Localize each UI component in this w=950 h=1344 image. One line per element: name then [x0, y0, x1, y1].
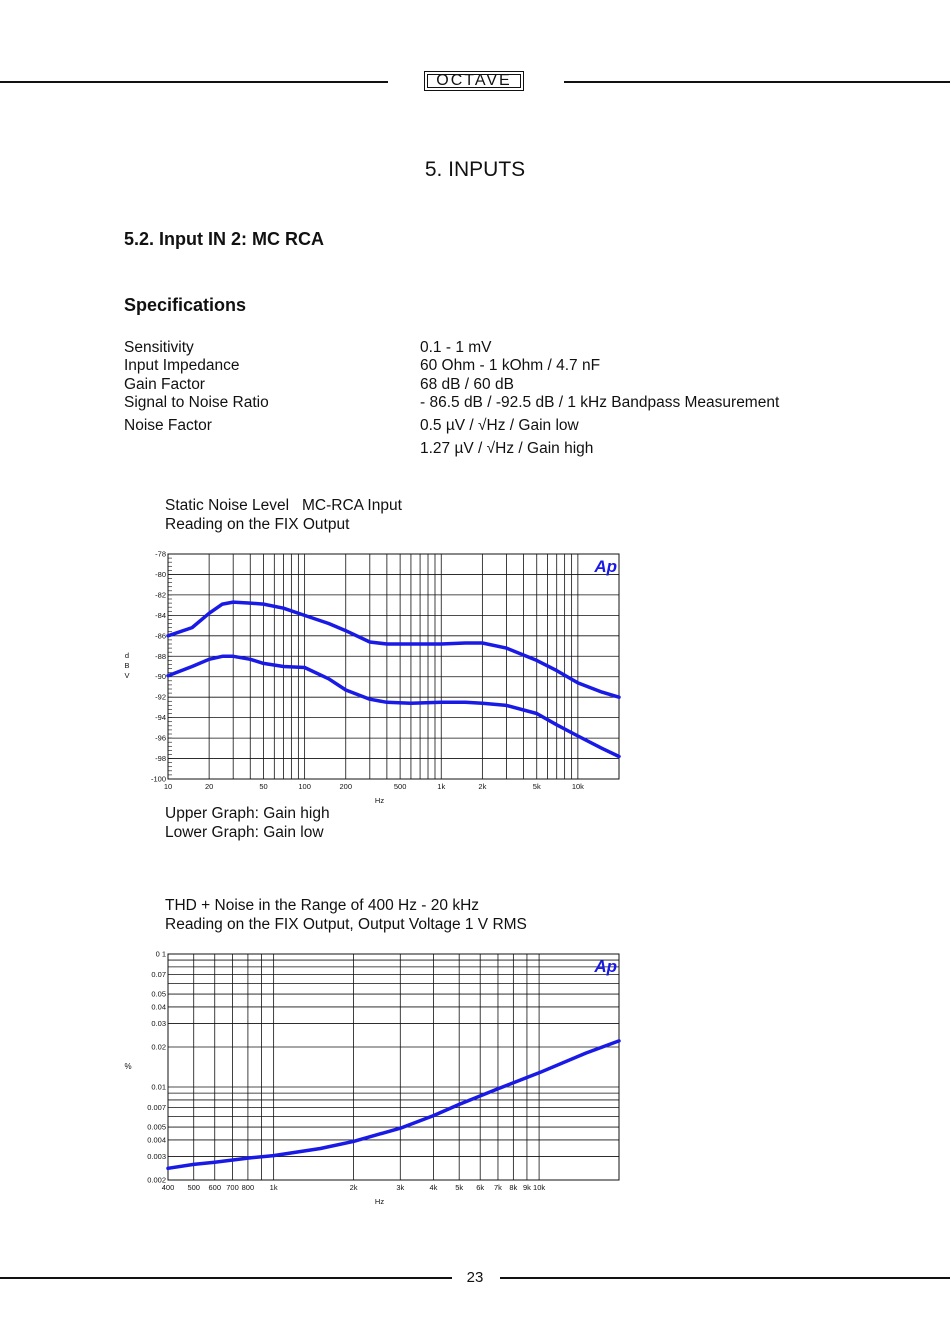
chart1-caption-line2: Reading on the FIX Output: [165, 516, 350, 533]
y-tick-label: 0.005: [147, 1122, 166, 1132]
y-axis-label: [124, 651, 129, 680]
y-tick-label: 0.07: [151, 970, 166, 980]
x-tick-label: 100: [298, 782, 311, 791]
series-line-1: [168, 1041, 619, 1168]
y-axis-label-char: V: [124, 671, 130, 680]
thd-noise-chart: [110, 946, 640, 1208]
x-axis-label: Hz: [374, 796, 385, 805]
chart1-footer-line2: Lower Graph: Gain low: [165, 824, 324, 841]
x-tick-label: 7k: [494, 1183, 502, 1192]
spec-value: 0.1 - 1 mV: [420, 339, 492, 356]
x-tick-label: 20: [204, 782, 214, 791]
y-tick-label: -78: [155, 549, 166, 559]
octave-logo: [424, 71, 524, 91]
x-tick-label: 500: [187, 1183, 200, 1192]
spec-value: 68 dB / 60 dB: [420, 376, 514, 393]
x-tick-label: 9k: [522, 1183, 531, 1192]
y-tick-label: 0.04: [151, 1002, 166, 1012]
y-tick-label: 0.002: [147, 1175, 166, 1185]
spec-label: Noise Factor: [124, 417, 212, 434]
y-axis-label-char: B: [124, 661, 130, 670]
page-title: 5. INPUTS: [424, 158, 526, 181]
y-tick-label: 0.003: [147, 1152, 166, 1162]
x-tick-label: 10k: [571, 782, 584, 791]
spec-value: 0.5 µV / √Hz / Gain low: [420, 417, 579, 434]
y-tick-label: -94: [155, 713, 166, 723]
x-tick-label: 200: [339, 782, 353, 791]
x-tick-label: 400: [161, 1183, 175, 1192]
logo-text: OCTAVE: [436, 72, 512, 89]
chart1-caption: [165, 496, 402, 534]
y-tick-label: -92: [155, 692, 166, 702]
y-tick-label: 0 1: [155, 949, 166, 959]
y-tick-label: 0.02: [151, 1042, 166, 1052]
x-tick-label: 500: [393, 782, 407, 791]
y-tick-label: -90: [155, 672, 166, 682]
x-tick-label: 50: [259, 782, 268, 791]
chart2-caption-line2: Reading on the FIX Output, Output Voltage 1 V RMS: [165, 916, 527, 933]
spec-label: Sensitivity: [124, 339, 194, 356]
spec-value: - 86.5 dB / -92.5 dB / 1 kHz Bandpass Measurement: [420, 394, 780, 411]
x-tick-label: 5k: [532, 782, 541, 791]
x-tick-label: 1k: [437, 782, 446, 791]
y-tick-label: -98: [155, 754, 166, 764]
x-tick-label: 800: [241, 1183, 255, 1192]
header-rule-left: [0, 81, 388, 83]
series-line-1: [168, 602, 619, 697]
spec-label: Signal to Noise Ratio: [124, 394, 269, 411]
footer-rule-right: [500, 1277, 950, 1279]
x-tick-label: 600: [208, 1183, 222, 1192]
ap-logo: Ap: [594, 957, 617, 976]
spec-value: 60 Ohm - 1 kOhm / 4.7 nF: [420, 357, 601, 374]
y-tick-label: 0.05: [151, 989, 166, 999]
series-line-2: [168, 656, 619, 756]
y-tick-label: -82: [155, 590, 166, 600]
x-tick-label: 700: [226, 1183, 239, 1192]
chart1-footer-line1: Upper Graph: Gain high: [165, 805, 330, 822]
x-tick-label: 6k: [476, 1183, 485, 1192]
y-tick-label: -88: [155, 651, 166, 661]
y-tick-label: -86: [155, 631, 166, 641]
y-axis-label: %: [124, 1062, 132, 1071]
x-axis-label: Hz: [374, 1197, 385, 1206]
spec-label: Input Impedance: [124, 357, 240, 374]
y-tick-label: 0.03: [151, 1019, 166, 1029]
x-tick-label: 5k: [455, 1183, 464, 1192]
y-tick-label: -96: [155, 733, 166, 743]
x-tick-label: 8k: [509, 1183, 518, 1192]
ap-logo: Ap: [594, 557, 617, 576]
y-tick-label: -84: [155, 610, 166, 620]
page-number: 23: [466, 1269, 484, 1286]
y-tick-label: 0.004: [147, 1135, 166, 1145]
x-tick-label: 2k: [478, 782, 487, 791]
x-tick-label: 1k: [269, 1183, 278, 1192]
specs-title: Specifications: [124, 295, 247, 315]
chart2-caption-line1: THD + Noise in the Range of 400 Hz - 20 kHz: [165, 897, 480, 914]
y-tick-label: 0.007: [147, 1103, 166, 1113]
y-axis-label-char: d: [124, 651, 130, 660]
x-tick-label: 10: [163, 782, 173, 791]
noise-level-chart: [110, 546, 640, 808]
x-tick-label: 10k: [533, 1183, 546, 1192]
section-title: 5.2. Input IN 2: MC RCA: [124, 229, 325, 249]
spec-label: Gain Factor: [124, 376, 205, 393]
chart2-caption: [165, 896, 527, 934]
x-tick-label: 2k: [349, 1183, 358, 1192]
chart1-footer: [165, 804, 330, 842]
y-tick-label: -80: [155, 569, 166, 579]
x-tick-label: 3k: [396, 1183, 405, 1192]
spec-value-2: 1.27 µV / √Hz / Gain high: [420, 440, 594, 457]
y-tick-label: -100: [150, 774, 166, 784]
header-rule-right: [564, 81, 950, 83]
x-tick-label: 4k: [429, 1183, 438, 1192]
y-tick-label: 0.01: [151, 1082, 166, 1092]
chart1-caption-line1: Static Noise Level MC-RCA Input: [165, 497, 402, 514]
